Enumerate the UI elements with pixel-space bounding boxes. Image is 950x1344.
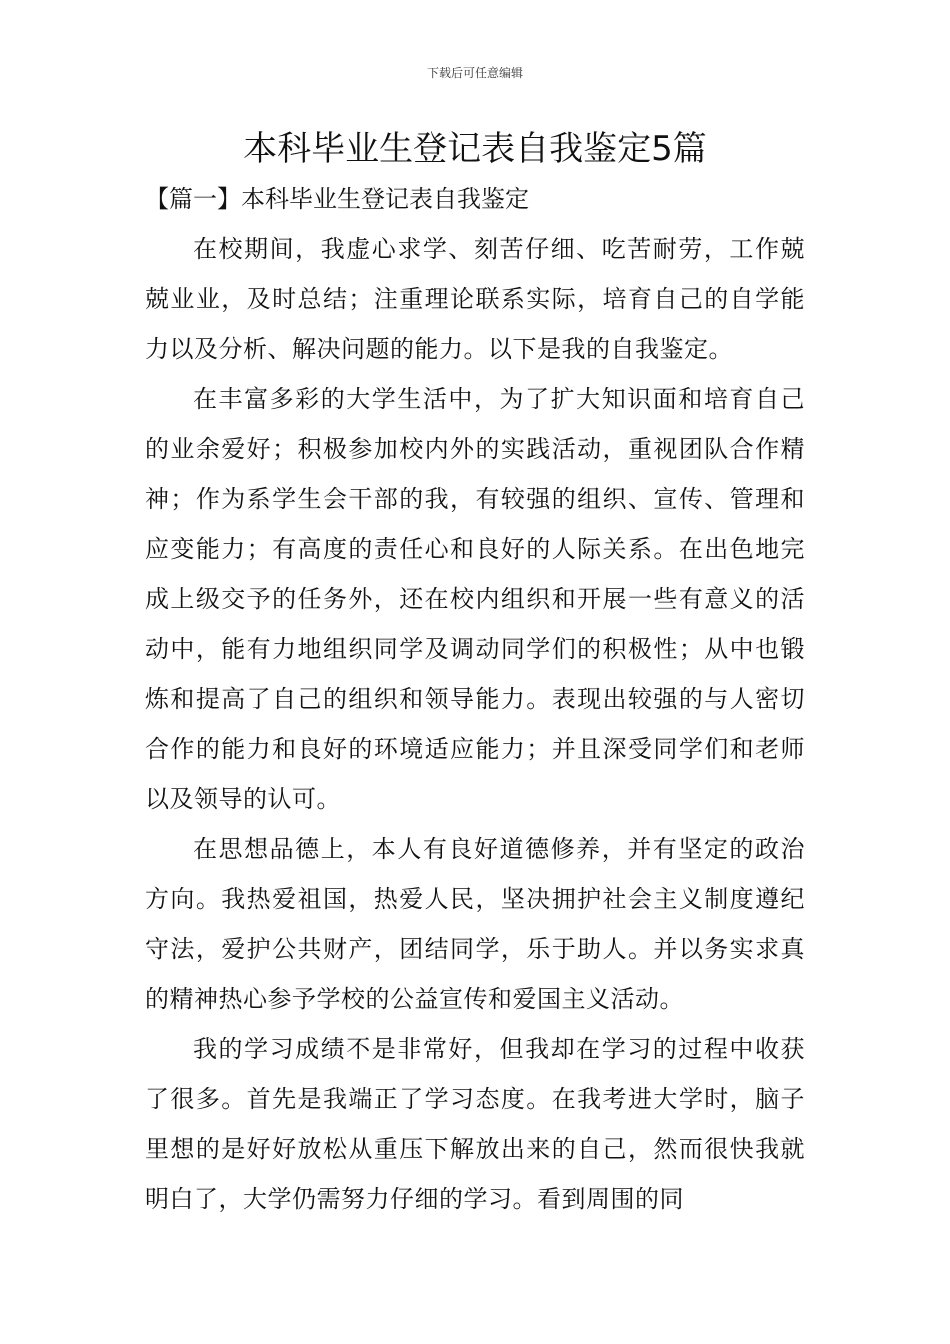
paragraph: 我的学习成绩不是非常好，但我却在学习的过程中收获了很多。首先是我端正了学习态度。在我考进大学时，脑子里想的是好好放松从重压下解放出来的自己，然而很快我就明白了，大学仍需努力仔细的学习。看到周围的同 bbox=[145, 1035, 805, 1213]
section-heading: 【篇一】本科毕业生登记表自我鉴定 bbox=[145, 185, 529, 213]
document-title: 本科毕业生登记表自我鉴定5篇 bbox=[243, 129, 707, 169]
paragraph: 在丰富多彩的大学生活中，为了扩大知识面和培育自己的业余爱好；积极参加校内外的实践活动，重视团队合作精神；作为系学生会干部的我，有较强的组织、宣传、管理和应变能力；有高度的责任心和良好的人际关系。在出色地完成上级交予的任务外，还在校内组织和开展一些有意义的活动中，能有力地组织同学及调动同学们的积极性；从中也锻炼和提高了自己的组织和领导能力。表现出较强的与人密切合作的能力和良好的环境适应能力；并且深受同学们和老师以及领导的认可。 bbox=[145, 385, 805, 813]
paragraph: 在校期间，我虚心求学、刻苦仔细、吃苦耐劳，工作兢兢业业，及时总结；注重理论联系实际，培育自己的自学能力以及分析、解决问题的能力。以下是我的自我鉴定。 bbox=[145, 235, 805, 363]
paragraph: 在思想品德上，本人有良好道德修养，并有坚定的政治方向。我热爱祖国，热爱人民，坚决拥护社会主义制度遵纪守法，爱护公共财产，团结同学，乐于助人。并以务实求真的精神热心参予学校的公益宣传和爱国主义活动。 bbox=[145, 835, 805, 1013]
header-note: 下载后可任意编辑 bbox=[426, 66, 523, 80]
body-text bbox=[145, 224, 805, 1224]
